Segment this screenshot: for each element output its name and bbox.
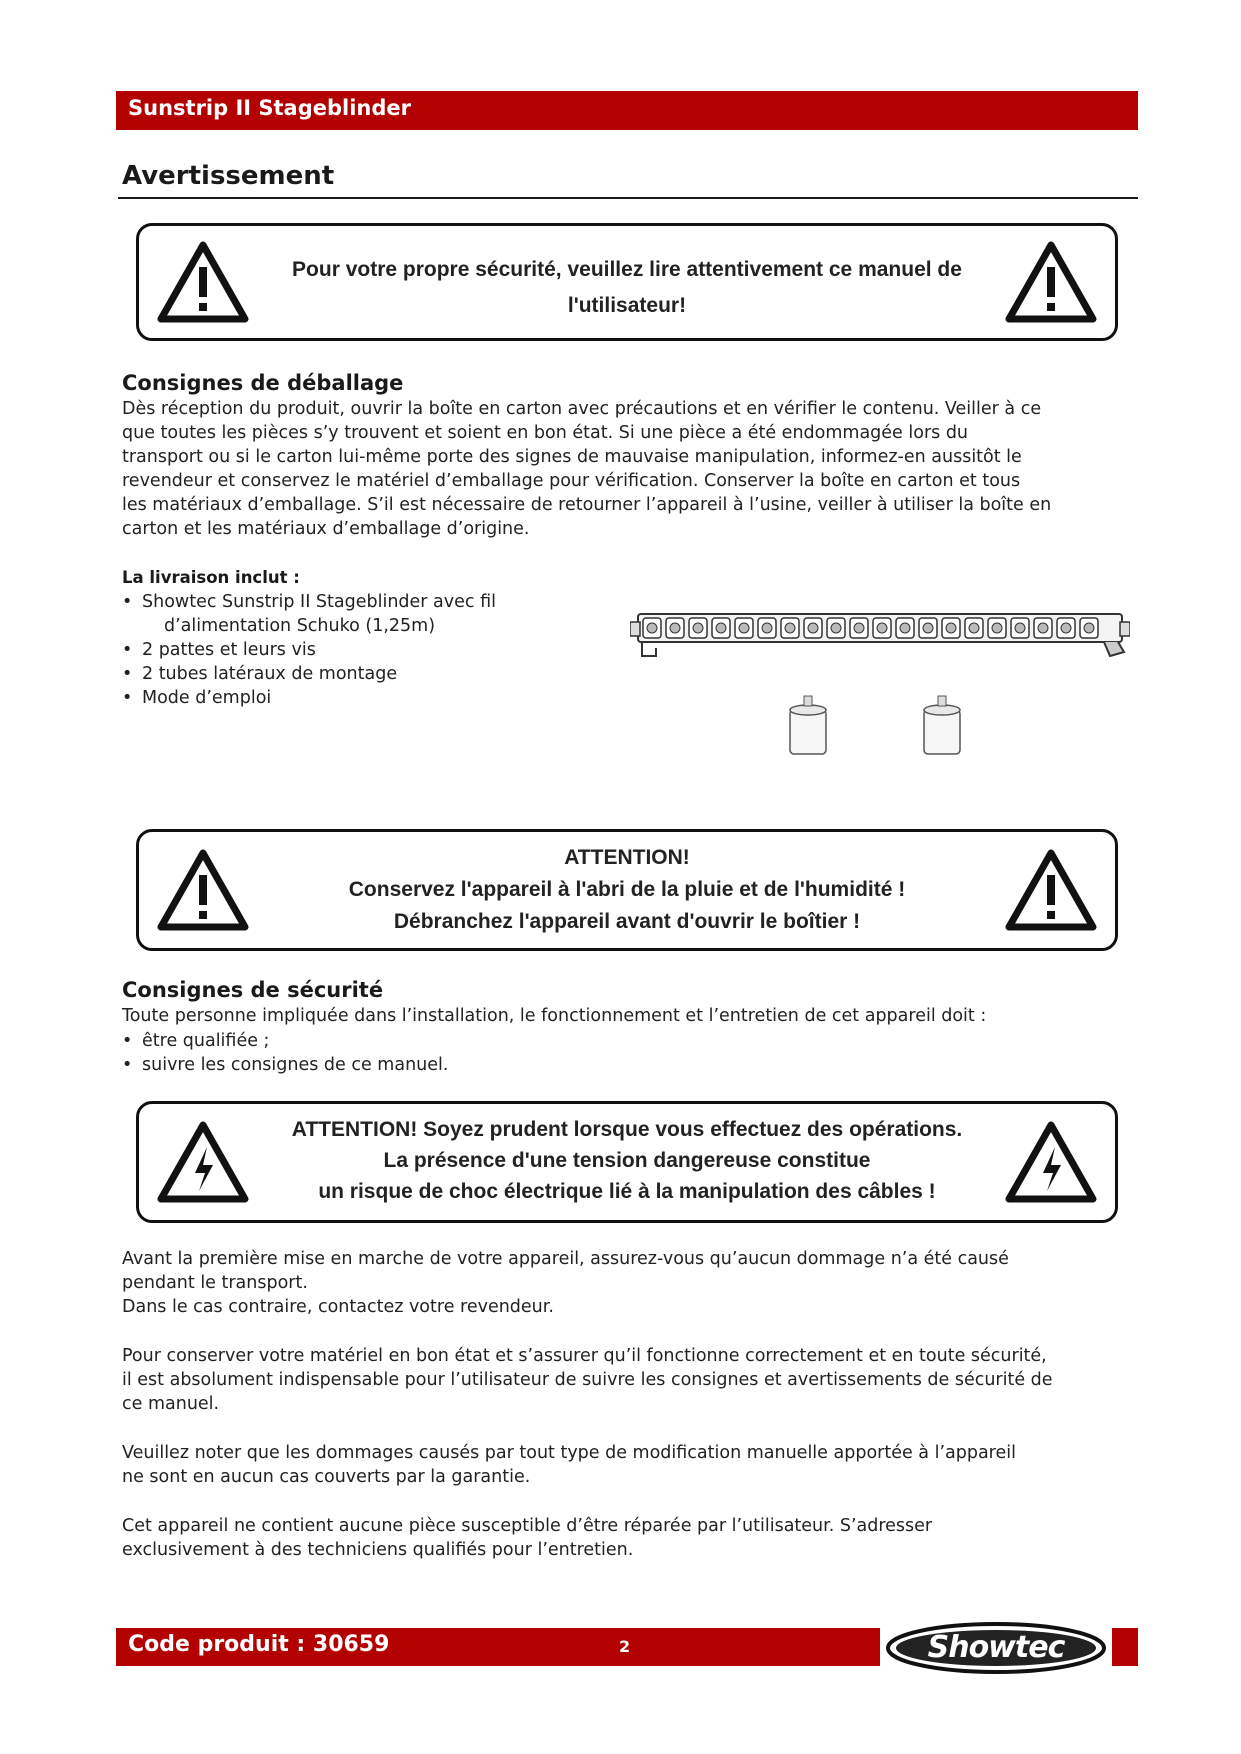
warning1-line1: Pour votre propre sécurité, veuillez lire attentivement ce manuel de bbox=[292, 258, 962, 281]
led-lens bbox=[762, 623, 772, 633]
warning2-line3: Débranchez l'appareil avant d'ouvrir le boîtier ! bbox=[393, 910, 861, 933]
led-lens bbox=[946, 623, 956, 633]
led-lens bbox=[808, 623, 818, 633]
paragraph-maintenance: Pour conserver votre matériel en bon état et s’assurer qu’il fonctionne correctement et en toute sécurité, il est absolument indispensable pour l’utilisateur de suivre les consignes et avertissements de sécurité de ce manuel. bbox=[122, 1346, 1053, 1414]
unpacking-line: carton et les matériaux d’emballage d’origine. bbox=[122, 519, 530, 539]
led-lens bbox=[739, 623, 749, 633]
led-lens bbox=[923, 623, 933, 633]
list-item: • 2 tubes latéraux de montage bbox=[122, 662, 542, 686]
delivery-label: La livraison inclut : bbox=[122, 568, 300, 587]
section-title: Avertissement bbox=[122, 161, 335, 191]
warning3-line3: un risque de choc électrique lié à la manipulation des câbles ! bbox=[318, 1180, 936, 1203]
warning2-line2: Conservez l'appareil à l'abri de la pluie et de l'humidité ! bbox=[348, 878, 906, 901]
mounting-tube-image bbox=[790, 696, 826, 754]
footer-accent bbox=[1112, 1628, 1138, 1666]
logo-text: Showtec bbox=[927, 1630, 1065, 1665]
unpacking-heading: Consignes de déballage bbox=[122, 371, 404, 395]
led-lens bbox=[693, 623, 703, 633]
unpacking-line: Dès réception du produit, ouvrir la boîte en carton avec précautions et en vérifier le contenu. Veiller à ce bbox=[122, 399, 1042, 419]
led-lens bbox=[831, 623, 841, 633]
page-number: 2 bbox=[619, 1637, 631, 1656]
electric-hazard-icon bbox=[1005, 1121, 1097, 1203]
paragraph-transport: Avant la première mise en marche de votre appareil, assurez-vous qu’aucun dommage n’a été causé pendant le transport. Dans le cas contraire, contactez votre revendeur. bbox=[122, 1249, 1009, 1317]
showtec-logo bbox=[885, 1621, 1107, 1675]
unpacking-paragraph bbox=[122, 397, 1132, 541]
led-lens bbox=[854, 623, 864, 633]
mounting-tube-image bbox=[924, 696, 960, 754]
led-lens bbox=[969, 623, 979, 633]
warning-triangle-icon bbox=[1005, 849, 1097, 931]
warning-box-electric bbox=[136, 1101, 1118, 1223]
light-bar-image bbox=[630, 614, 1130, 656]
list-item: • 2 pattes et leurs vis bbox=[122, 638, 542, 662]
safety-list bbox=[122, 1029, 1022, 1077]
led-lens bbox=[785, 623, 795, 633]
title-divider bbox=[118, 197, 1138, 199]
list-item: • Showtec Sunstrip II Stageblinder avec fil d’alimentation Schuko (1,25m) bbox=[122, 590, 542, 638]
warning-box-humidity bbox=[136, 829, 1118, 951]
footer-bar bbox=[116, 1628, 880, 1666]
electric-hazard-icon bbox=[157, 1121, 249, 1203]
led-lens bbox=[716, 623, 726, 633]
warning-triangle-icon bbox=[157, 241, 249, 323]
warning1-line2: l'utilisateur! bbox=[567, 294, 687, 317]
unpacking-line: revendeur et conservez le matériel d’emballage pour vérification. Conserver la boîte en carton et tous bbox=[122, 471, 1021, 491]
list-item: • être qualifiée ; bbox=[122, 1029, 1022, 1053]
warning-box-read-manual bbox=[136, 223, 1118, 341]
header-title: Sunstrip II Stageblinder bbox=[128, 96, 412, 120]
warning2-line1: ATTENTION! bbox=[564, 846, 690, 869]
product-code: Code produit : 30659 bbox=[128, 1632, 390, 1657]
safety-heading: Consignes de sécurité bbox=[122, 978, 384, 1002]
led-lens bbox=[670, 623, 680, 633]
led-lens bbox=[900, 623, 910, 633]
warning-triangle-icon bbox=[157, 849, 249, 931]
warning3-line1: ATTENTION! Soyez prudent lorsque vous effectuez des opérations. bbox=[291, 1118, 963, 1141]
safety-intro: Toute personne impliquée dans l’installation, le fonctionnement et l’entretien de cet appareil doit : bbox=[122, 1006, 987, 1026]
led-lens bbox=[1015, 623, 1025, 633]
paragraph-warranty: Veuillez noter que les dommages causés par tout type de modification manuelle apportée à l’appareil ne sont en aucun cas couverts par la garantie. bbox=[122, 1443, 1016, 1487]
warning-triangle-icon bbox=[1005, 241, 1097, 323]
warning3-line2: La présence d'une tension dangereuse constitue bbox=[383, 1149, 871, 1172]
list-item: • Mode d’emploi bbox=[122, 686, 542, 710]
header-bar bbox=[116, 91, 1138, 130]
unpacking-line: que toutes les pièces s’y trouvent et soient en bon état. Si une pièce a été endommagée lors du bbox=[122, 423, 969, 443]
paragraph-service: Cet appareil ne contient aucune pièce susceptible d’être réparée par l’utilisateur. S’adresser exclusivement à des techniciens qualifiés pour l’entretien. bbox=[122, 1516, 933, 1560]
unpacking-line: les matériaux d’emballage. S’il est nécessaire de retourner l’appareil à l’usine, veiller à utiliser la boîte en bbox=[122, 495, 1052, 515]
led-lens bbox=[877, 623, 887, 633]
led-lens bbox=[647, 623, 657, 633]
list-item: • suivre les consignes de ce manuel. bbox=[122, 1053, 1022, 1077]
led-lens bbox=[1061, 623, 1071, 633]
unpacking-line: transport ou si le carton lui-même porte des signes de mauvaise manipulation, informez-en aussitôt le bbox=[122, 447, 1022, 467]
led-lens bbox=[992, 623, 1002, 633]
led-lens bbox=[1038, 623, 1048, 633]
led-lens bbox=[1084, 623, 1094, 633]
product-illustration bbox=[630, 604, 1130, 764]
delivery-list bbox=[122, 590, 542, 710]
